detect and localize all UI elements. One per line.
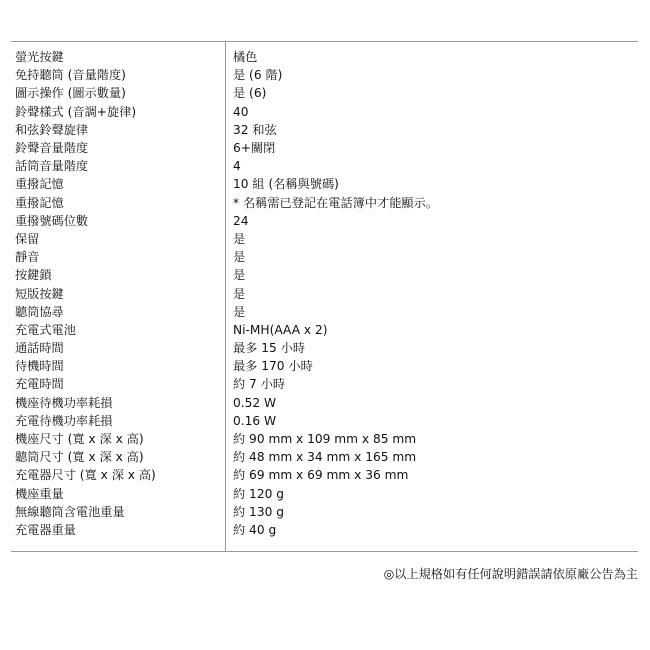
table-row: [11, 303, 638, 321]
spec-label: 圖示操作 (圖示數量): [11, 84, 226, 102]
spec-label: 按鍵鎖: [11, 266, 226, 284]
spec-value: 是: [233, 268, 246, 283]
spec-value: 是 (6 階): [233, 68, 283, 83]
spec-value: 約 40 g: [233, 522, 277, 537]
spec-value: 4: [233, 159, 241, 174]
table-row: [11, 321, 638, 339]
table-row: [11, 412, 638, 430]
spec-value: 是: [233, 304, 246, 319]
disclaimer-footnote: ◎以上規格如有任何說明錯誤請依原廠公告為主: [383, 567, 638, 581]
table-row: [11, 485, 638, 503]
table-row: [11, 503, 638, 521]
spec-label: 通話時間: [11, 339, 226, 357]
spec-value: 6+關閉: [233, 141, 276, 156]
spec-value: 32 和弦: [233, 122, 277, 137]
spec-value: * 名稱需已登記在電話簿中才能顯示。: [233, 195, 438, 210]
spec-value: 是: [233, 250, 246, 265]
spec-label: 和弦鈴聲旋律: [11, 121, 226, 139]
spec-label: 無線聽筒含電池重量: [11, 503, 226, 521]
spec-value: 是: [233, 286, 246, 301]
table-row: [11, 430, 638, 448]
spec-label: 機座重量: [11, 485, 226, 503]
spec-label: 聽筒尺寸 (寬 x 深 x 高): [11, 448, 226, 466]
spec-value: Ni-MH(AAA x 2): [233, 322, 328, 337]
spec-label: 保留: [11, 230, 226, 248]
spec-value: 24: [233, 213, 249, 228]
spec-value: 10 組 (名稱與號碼): [233, 177, 339, 192]
table-row: [11, 448, 638, 466]
table-row: [11, 157, 638, 175]
spec-label: 充電器尺寸 (寬 x 深 x 高): [11, 466, 226, 484]
spec-label: 充電式電池: [11, 321, 226, 339]
spec-label: 靜音: [11, 248, 226, 266]
spec-label: 聽筒協尋: [11, 303, 226, 321]
spec-label: 鈴聲樣式 (音調+旋律): [11, 103, 226, 121]
spec-label: 充電待機功率耗損: [11, 412, 226, 430]
table-row: [11, 266, 638, 284]
spec-value: 約 130 g: [233, 504, 284, 519]
table-row: [11, 375, 638, 393]
spec-value: 是: [233, 231, 246, 246]
spec-value: 0.16 W: [233, 413, 277, 428]
spec-value: 約 48 mm x 34 mm x 165 mm: [233, 450, 417, 465]
table-row: [11, 466, 638, 484]
spec-value: 約 69 mm x 69 mm x 36 mm: [233, 468, 409, 483]
table-row: [11, 175, 638, 193]
table-row: [11, 339, 638, 357]
table-row: [11, 284, 638, 302]
spec-label: 免持聽筒 (音量階度): [11, 66, 226, 84]
spec-label: 充電器重量: [11, 521, 226, 539]
spec-label: 重撥號碼位數: [11, 212, 226, 230]
table-row: [11, 521, 638, 539]
spec-table-body: [11, 42, 638, 552]
spec-value: 最多 15 小時: [233, 341, 306, 356]
spec-label: 短版按鍵: [11, 284, 226, 302]
spacer-cell-value: [226, 539, 639, 552]
spec-value: 約 120 g: [233, 486, 284, 501]
spec-value: 約 90 mm x 109 mm x 85 mm: [233, 432, 417, 447]
table-row: [11, 66, 638, 84]
spec-label: 重撥記憶: [11, 175, 226, 193]
spec-label: 重撥記憶: [11, 194, 226, 212]
spec-label: 鈴聲音量階度: [11, 139, 226, 157]
table-bottom-spacer: [11, 539, 638, 552]
spec-value: 是 (6): [233, 86, 267, 101]
spec-value: 橘色: [233, 50, 258, 65]
spec-label: 話筒音量階度: [11, 157, 226, 175]
spec-value: 40: [233, 104, 249, 119]
table-row: [11, 394, 638, 412]
spec-label: 充電時間: [11, 375, 226, 393]
table-row: [11, 357, 638, 375]
table-row: [11, 194, 638, 212]
table-row: [11, 84, 638, 102]
table-row: [11, 121, 638, 139]
spec-table: [11, 41, 638, 552]
spec-label: 待機時間: [11, 357, 226, 375]
table-row: [11, 230, 638, 248]
spec-value: 0.52 W: [233, 395, 277, 410]
spacer-cell-label: [11, 539, 226, 552]
spec-value: 最多 170 小時: [233, 359, 313, 374]
spec-label: 機座待機功率耗損: [11, 394, 226, 412]
table-row: [11, 212, 638, 230]
spec-label: 螢光按鍵: [11, 48, 226, 66]
table-row: [11, 48, 638, 66]
table-row: [11, 248, 638, 266]
spec-value: 約 7 小時: [233, 377, 286, 392]
table-row: [11, 139, 638, 157]
table-row: [11, 103, 638, 121]
spec-label: 機座尺寸 (寬 x 深 x 高): [11, 430, 226, 448]
